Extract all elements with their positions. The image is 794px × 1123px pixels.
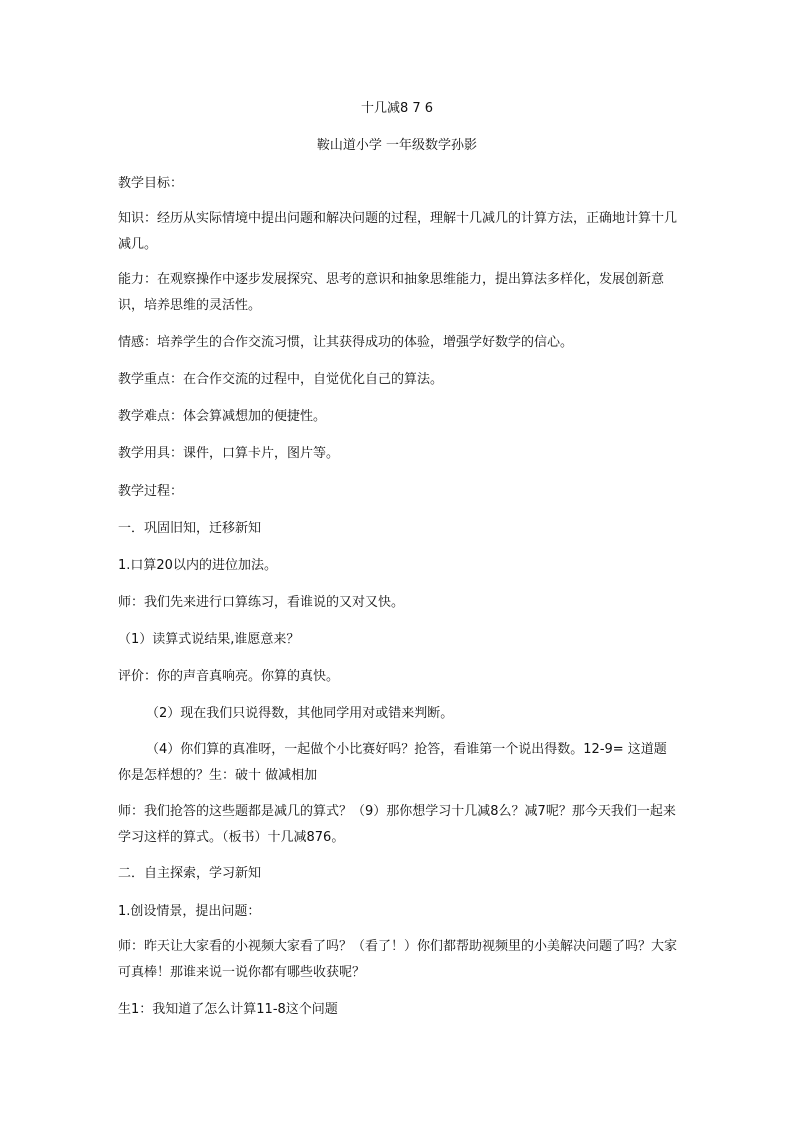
section-heading-1: 一．巩固旧知，迁移新知 (118, 521, 262, 536)
paragraph-teacher-3: 师：昨天让大家看的小视频大家看了吗？（看了！）你们都帮助视频里的小美解决问题了吗？大家可真棒！那谁来说一说你都有哪些收获呢？ (118, 939, 678, 980)
paragraph-emotion: 情感：培养学生的合作交流习惯，让其获得成功的体验，增强学好数学的信心。 (118, 335, 574, 350)
paragraph-step-2: （2）现在我们只说得数，其他同学用对或错来判断。 (146, 706, 454, 721)
paragraph-teacher-2: 师：我们抢答的这些题都是减几的算式？（9）那你想学习十几减8么？减7呢？那今天我们一起来学习这样的算式。（板书）十几减876。 (118, 804, 676, 845)
paragraph-knowledge: 知识：经历从实际情境中提出问题和解决问题的过程，理解十几减几的计算方法，正确地计算十几减几。 (118, 211, 678, 252)
paragraph-evaluation: 评价：你的声音真响亮。你算的真快。 (118, 669, 340, 684)
section-heading-objectives: 教学目标： (118, 176, 184, 191)
paragraph-difficulty: 教学难点：体会算减想加的便捷性。 (118, 409, 327, 424)
paragraph-step-1: （1）读算式说结果,谁愿意来？ (118, 632, 300, 647)
paragraph-oral-calc: 1.口算20以内的进位加法。 (118, 558, 277, 573)
paragraph-ability: 能力：在观察操作中逐步发展探究、思考的意识和抽象思维能力，提出算法多样化，发展创新意识，培养思维的灵活性。 (118, 272, 665, 313)
author-line: 鞍山道小学 一年级数学孙影 (316, 138, 478, 153)
paragraph-key-point: 教学重点：在合作交流的过程中，自觉优化自己的算法。 (118, 372, 444, 387)
paragraph-teaching-aids: 教学用具：课件，口算卡片，图片等。 (118, 446, 340, 461)
paragraph-teacher-1: 师：我们先来进行口算练习，看谁说的又对又快。 (118, 595, 405, 610)
section-heading-process: 教学过程： (118, 484, 184, 499)
paragraph-step-4: （4）你们算的真准呀，一起做个小比赛好吗？抢答，看谁第一个说出得数。12-9= 这道题你是怎样想的？生：破十 做减相加 (118, 742, 667, 783)
paragraph-student-1: 生1：我知道了怎么计算11-8这个问题 (118, 1002, 338, 1017)
document-title: 十几减8 7 6 (360, 101, 434, 116)
paragraph-scenario: 1.创设情景，提出问题： (118, 904, 261, 919)
section-heading-2: 二．自主探索，学习新知 (118, 866, 262, 881)
